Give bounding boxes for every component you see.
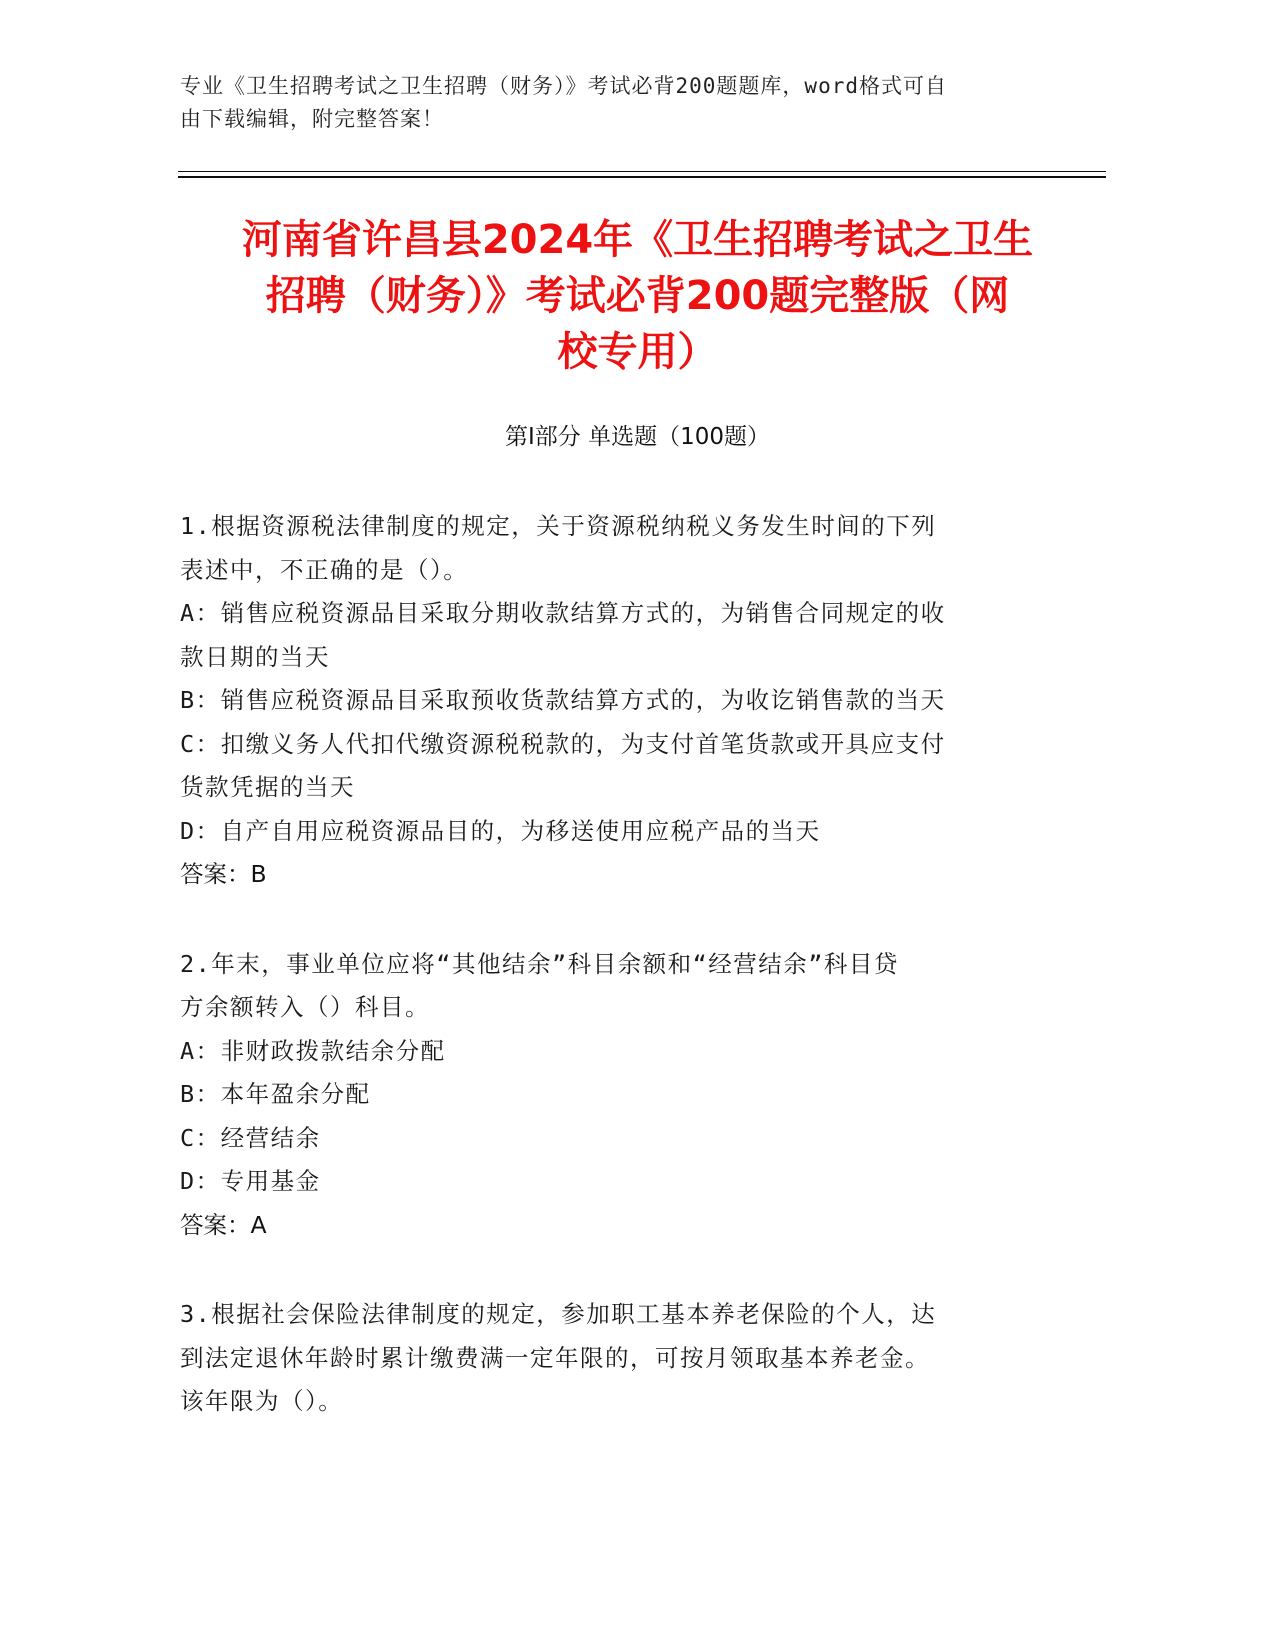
option-c-continued: 货款凭据的当天 <box>180 773 355 801</box>
question-item <box>180 1293 1040 1424</box>
question-stem-line: 方余额转入（）科目。 <box>180 993 430 1021</box>
option-a: A：销售应税资源品目采取分期收款结算方式的，为销售合同规定的收 <box>180 599 946 627</box>
header-divider-thin <box>178 171 1106 172</box>
question-item <box>180 943 1040 1248</box>
section-heading: 第Ⅰ部分 单选题（100题） <box>505 424 770 450</box>
option-b: B：本年盈余分配 <box>180 1080 371 1108</box>
document-title <box>150 212 1125 380</box>
question-stem-line: 2.年末，事业单位应将“其他结余”科目余额和“经营结余”科目贷 <box>180 949 899 978</box>
option-b: B：销售应税资源品目采取预收货款结算方式的，为收讫销售款的当天 <box>180 686 946 714</box>
option-c: C：扣缴义务人代扣代缴资源税税款的，为支付首笔货款或开具应支付 <box>180 729 946 758</box>
answer-label: 答案：B <box>180 860 267 888</box>
option-a-continued: 款日期的当天 <box>180 642 330 671</box>
option-d: D：自产自用应税资源品目的，为移送使用应税产品的当天 <box>180 816 821 845</box>
question-stem-line: 3.根据社会保险法律制度的规定，参加职工基本养老保险的个人，达 <box>180 1300 937 1328</box>
header-note-line: 专业《卫生招聘考试之卫生招聘（财务）》考试必背200题题库，word格式可自 <box>180 74 947 98</box>
header-note-line: 由下载编辑，附完整答案！ <box>180 107 444 131</box>
header-divider-thick <box>178 176 1106 178</box>
question-stem-line: 1.根据资源税法律制度的规定，关于资源税纳税义务发生时间的下列 <box>180 512 937 540</box>
question-stem-line: 到法定退休年龄时累计缴费满一定年限的，可按月领取基本养老金。 <box>180 1343 930 1372</box>
question-list <box>180 505 1040 1424</box>
title-line: 河南省许昌县2024年《卫生招聘考试之卫生 <box>241 217 1034 263</box>
title-line: 招聘（财务）》考试必背200题完整版（网 <box>265 273 1010 319</box>
answer-label: 答案：A <box>180 1210 267 1239</box>
option-d: D：专用基金 <box>180 1167 321 1195</box>
option-a: A：非财政拨款结余分配 <box>180 1036 446 1065</box>
question-stem-line: 该年限为（）。 <box>180 1387 344 1415</box>
question-stem-line: 表述中，不正确的是（）。 <box>180 555 469 584</box>
title-line: 校专用） <box>557 329 718 375</box>
question-item <box>180 505 1040 897</box>
option-c: C：经营结余 <box>180 1123 321 1152</box>
header-note <box>180 70 1060 136</box>
